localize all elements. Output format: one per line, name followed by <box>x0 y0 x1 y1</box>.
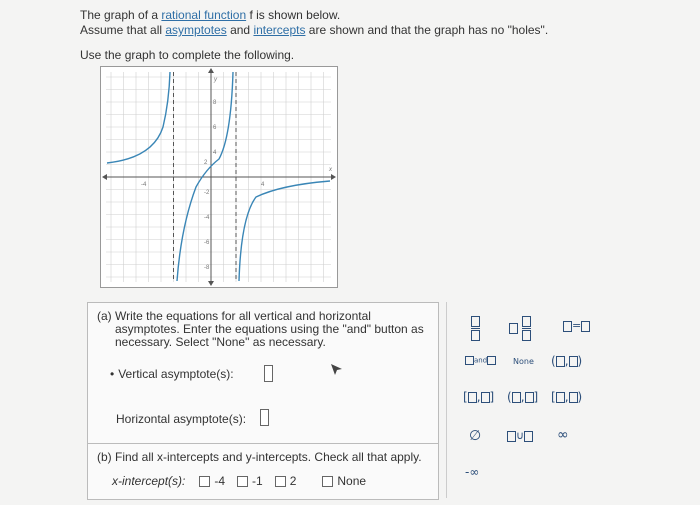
y-axis-arrow <box>208 68 214 73</box>
checkbox-icon[interactable] <box>199 476 210 487</box>
negative-infinity-button[interactable]: -∞ <box>465 465 480 479</box>
tick-labels <box>141 77 333 271</box>
y-tick-label: 6 <box>213 125 217 131</box>
box-icon <box>556 392 565 403</box>
part-b-section <box>88 444 438 499</box>
box-icon <box>524 431 533 442</box>
y-tick-label: 4 <box>213 150 217 156</box>
horizontal-asymptote-input[interactable] <box>260 409 269 426</box>
box-icon <box>563 321 572 332</box>
empty-set-button[interactable]: ∅ <box>469 428 482 444</box>
vertical-asymptote-input[interactable] <box>264 365 273 382</box>
function-graph <box>100 66 338 288</box>
intro-line-2 <box>80 23 548 38</box>
fraction-icon <box>522 316 531 341</box>
option-label: -4 <box>214 474 226 488</box>
checkbox-icon[interactable] <box>275 476 286 487</box>
mixed-number-button[interactable] <box>509 316 531 341</box>
union-button[interactable] <box>507 429 533 442</box>
intro-text: and <box>226 23 254 37</box>
option-label: None <box>337 474 367 488</box>
fraction-button[interactable] <box>471 316 480 341</box>
asymptotes-link[interactable]: asymptotes <box>165 23 227 37</box>
x-tick-label: 4 <box>261 182 265 188</box>
part-b-question: (b) Find all x-intercepts and y-intercepts. Check all that apply. <box>97 450 422 464</box>
none-button[interactable]: None <box>513 357 534 366</box>
y-tick-label: 8 <box>213 100 217 106</box>
union-symbol: ∪ <box>516 429 525 442</box>
open-interval-button[interactable]: ( , ) <box>551 354 583 368</box>
math-palette <box>446 302 602 498</box>
curve-left-branch <box>107 72 170 163</box>
checkbox-icon[interactable] <box>322 476 333 487</box>
y-axis-label: y <box>214 77 217 83</box>
and-button[interactable] <box>465 356 496 365</box>
x-intercept-label: x-intercept(s): <box>112 474 186 488</box>
x-axis-arrow <box>331 174 336 180</box>
half-open-right-interval-button[interactable]: [ , ) <box>551 390 583 404</box>
intro-line-1 <box>80 8 548 23</box>
box-icon <box>507 431 516 442</box>
box-icon <box>569 392 578 403</box>
y-tick-label: -2 <box>204 190 210 196</box>
y-tick-label: -8 <box>204 265 210 271</box>
box-icon <box>481 392 490 403</box>
checkbox-icon[interactable] <box>237 476 248 487</box>
intro-text: are shown and that the graph has no "holes". <box>305 23 549 37</box>
intro-text: The graph of a <box>80 8 162 22</box>
box-icon <box>487 356 496 365</box>
vertical-asymptote-label: • Vertical asymptote(s): <box>110 367 234 381</box>
closed-interval-button[interactable]: [ , ] <box>463 390 495 404</box>
equals-button[interactable] <box>563 319 590 332</box>
intercepts-link[interactable]: intercepts <box>253 23 306 37</box>
infinity-button[interactable]: ∞ <box>557 427 569 443</box>
box-icon <box>512 392 521 403</box>
x-intercept-option-none[interactable] <box>322 474 366 488</box>
box-icon <box>468 392 477 403</box>
y-axis-arrow-bottom <box>208 281 214 286</box>
graph-svg <box>101 67 337 287</box>
mouse-cursor-icon <box>330 363 344 377</box>
x-intercept-row <box>112 474 378 488</box>
x-intercept-option-neg4[interactable] <box>199 474 225 488</box>
box-icon <box>581 321 590 332</box>
y-tick-label: -6 <box>204 240 210 246</box>
box-icon <box>465 356 474 365</box>
part-a-line: (a) Write the equations for all vertical and horizontal <box>97 309 371 323</box>
part-a-question <box>97 310 427 349</box>
intro-text: f is shown below. <box>246 8 341 22</box>
intro-line-3: Use the graph to complete the following. <box>80 48 295 62</box>
part-a-line: asymptotes. Enter the equations using the "and" button as <box>115 322 424 336</box>
part-a-section <box>88 303 438 444</box>
part-a-line: necessary. Select "None" as necessary. <box>115 335 326 349</box>
fraction-icon <box>471 316 480 341</box>
half-open-left-interval-button[interactable]: ( , ] <box>507 390 539 404</box>
option-label: 2 <box>289 474 297 488</box>
answer-panel <box>87 302 439 500</box>
option-label: -1 <box>252 474 263 488</box>
y-tick-label: -4 <box>204 215 210 221</box>
rational-function-link[interactable]: rational function <box>161 8 247 22</box>
box-icon <box>556 356 565 367</box>
box-icon <box>509 323 518 334</box>
curve-right-branch <box>239 181 330 281</box>
x-intercept-option-2[interactable] <box>275 474 297 488</box>
vertical-asymptote-text: Vertical asymptote(s): <box>118 367 234 381</box>
horizontal-asymptote-label: Horizontal asymptote(s): <box>116 412 247 426</box>
intro-text: Assume that all <box>80 23 166 37</box>
x-intercept-option-neg1[interactable] <box>237 474 263 488</box>
y-tick-label: 2 <box>204 160 208 166</box>
problem-intro <box>80 8 548 63</box>
x-axis-label: x <box>329 167 332 173</box>
box-icon <box>569 356 578 367</box>
x-tick-label: -4 <box>141 182 147 188</box>
and-text: and <box>474 356 488 365</box>
equals-symbol: = <box>572 319 582 332</box>
box-icon <box>525 392 534 403</box>
